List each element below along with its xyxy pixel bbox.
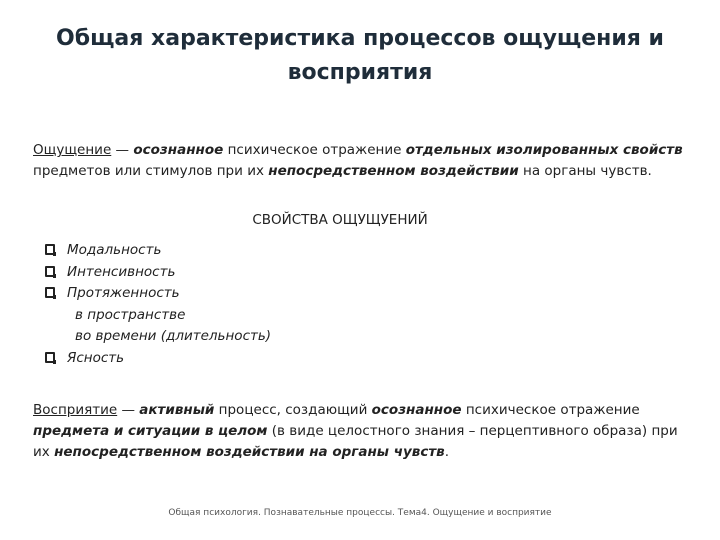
text-segment: . <box>444 444 449 460</box>
properties-heading: СВОЙСТВА ОЩУЩУЕНИЙ <box>252 212 428 228</box>
emphasis: непосредственном воздействии <box>268 163 519 179</box>
list-item <box>45 348 271 370</box>
list-item <box>45 283 271 305</box>
emphasis: активный <box>139 402 215 418</box>
list-item-label: Интенсивность <box>67 263 176 280</box>
text-segment: процесс, создающий <box>214 402 372 418</box>
text-segment: психическое отражение <box>223 142 406 158</box>
text-segment: — <box>111 142 134 158</box>
title-line-2: восприятия <box>287 60 433 85</box>
sub-list-item <box>45 305 271 327</box>
emphasis: отдельных изолированных свойств <box>405 142 683 158</box>
text-segment: — <box>117 402 140 418</box>
sensation-definition <box>33 140 693 182</box>
title-line-1: Общая характеристика процессов ощущения и <box>56 26 664 51</box>
text-segment: на органы чувств. <box>518 163 652 179</box>
list-item-label: Модальность <box>67 242 162 258</box>
checkbox-bullet-icon <box>45 352 55 363</box>
sub-item-label: в пространстве <box>75 306 186 323</box>
sub-list-item <box>45 326 271 348</box>
slide-title <box>40 22 680 90</box>
text-segment: (в виде целостного знания – перцептивного образа) при их <box>33 423 678 460</box>
sub-item-label: во времени (длительность) <box>75 328 272 344</box>
emphasis: осознанное <box>133 142 224 158</box>
emphasis: осознанное <box>371 402 462 418</box>
checkbox-bullet-icon <box>45 244 55 255</box>
perception-term: Восприятие <box>33 402 118 418</box>
sensation-term: Ощущение <box>33 142 112 158</box>
text-segment: психическое отражение <box>461 402 640 418</box>
perception-definition <box>33 400 693 463</box>
checkbox-bullet-icon <box>45 287 55 298</box>
list-item <box>45 262 271 284</box>
slide-footer: Общая психология. Познавательные процессы. Тема4. Ощущение и восприятие <box>168 508 552 518</box>
emphasis: предмета и ситуации в целом <box>33 423 268 439</box>
emphasis: непосредственном воздействии на органы чувств <box>54 444 445 460</box>
list-item-label: Протяженность <box>67 285 180 301</box>
text-segment: предметов или стимулов при их <box>33 163 269 179</box>
list-item <box>45 240 271 262</box>
checkbox-bullet-icon <box>45 266 55 277</box>
properties-list <box>45 240 271 369</box>
list-item-label: Ясность <box>67 349 125 366</box>
